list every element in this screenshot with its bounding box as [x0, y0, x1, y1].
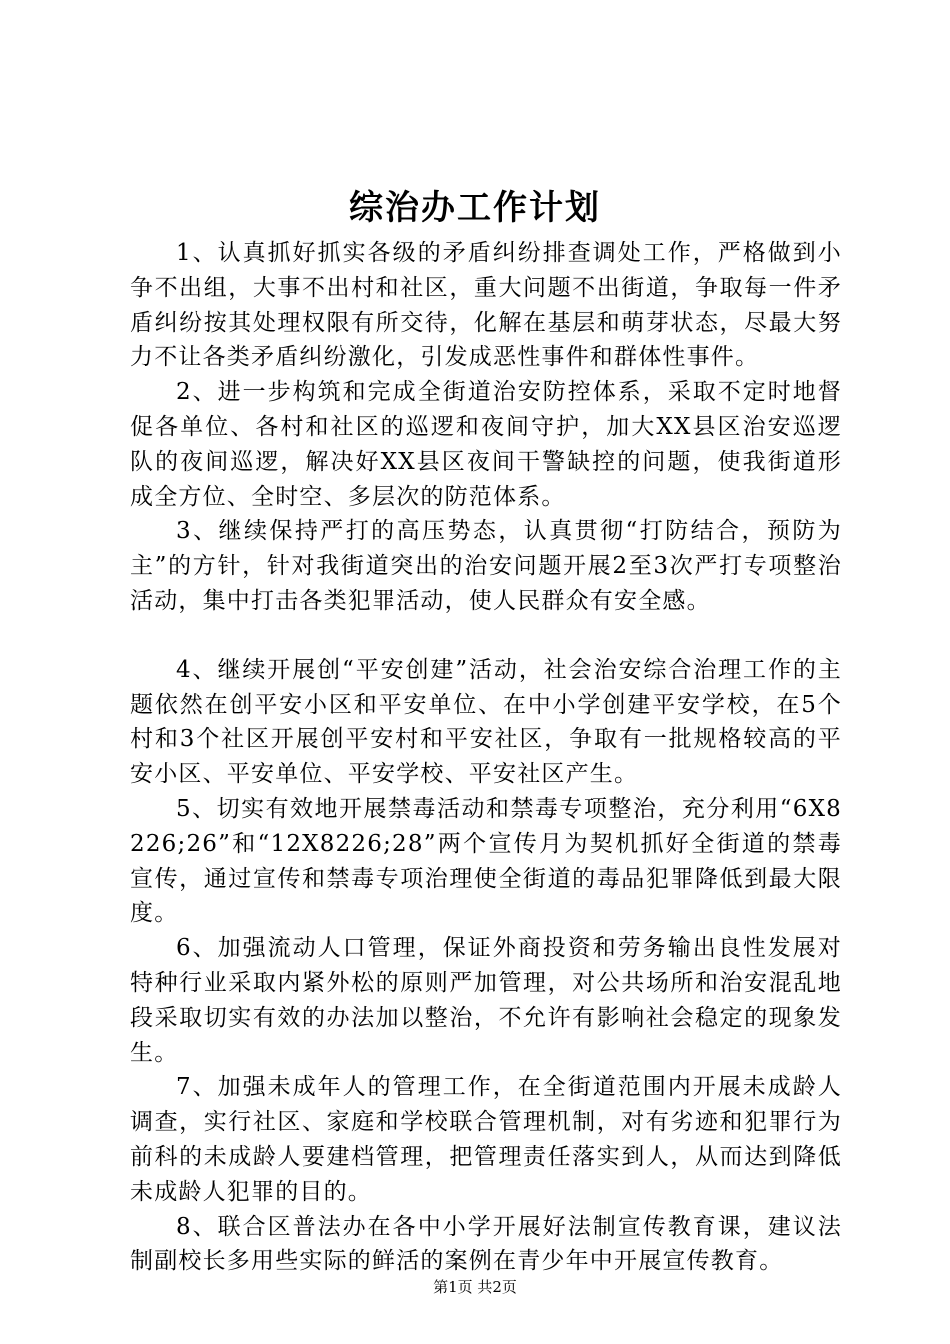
paragraph-3: 3、继续保持严打的高压势态，认真贯彻“打防结合，预防为主”的方针，针对我街道突出的治安问题开展2至3次严打专项整治活动，集中打击各类犯罪活动，使人民群众有安全感。 — [130, 518, 842, 614]
paragraph-7: 7、加强未成年人的管理工作，在全街道范围内开展未成龄人调查，实行社区、家庭和学校联合管理机制，对有劣迹和犯罪行为前科的未成龄人要建档管理，把管理责任落实到人，从而达到降低未成龄人犯罪的目的。 — [130, 1074, 842, 1205]
document-body — [130, 236, 842, 1279]
paragraph-5: 5、切实有效地开展禁毒活动和禁毒专项整治，充分利用“6X8226;26”和“12X8226;28”两个宣传月为契机抓好全街道的禁毒宣传，通过宣传和禁毒专项治理使全街道的毒品犯罪降低到最大限度。 — [130, 795, 842, 927]
paragraph-1: 1、认真抓好抓实各级的矛盾纠纷排查调处工作，严格做到小争不出组，大事不出村和社区，重大问题不出街道，争取每一件矛盾纠纷按其处理权限有所交待，化解在基层和萌芽状态，尽最大努力不让各类矛盾纠纷激化，引发成恶性事件和群体性事件。 — [130, 240, 842, 371]
paragraph-2: 2、进一步构筑和完成全街道治安防控体系，采取不定时地督促各单位、各村和社区的巡逻和夜间守护，加大XX县区治安巡逻队的夜间巡逻，解决好XX县区夜间干警缺控的问题，使我街道形成全方位、全时空、多层次的防范体系。 — [130, 379, 842, 510]
paragraph-spacer — [130, 619, 842, 653]
paragraph-8: 8、联合区普法办在各中小学开展好法制宣传教育课，建议法制副校长多用些实际的鲜活的案例在青少年中开展宣传教育。 — [130, 1213, 842, 1275]
page-footer: 第1页 共2页 — [433, 1278, 517, 1296]
paragraph-6: 6、加强流动人口管理，保证外商投资和劳务输出良性发展对特种行业采取内紧外松的原则严加管理，对公共场所和治安混乱地段采取切实有效的办法加以整治，不允许有影响社会稳定的现象发生。 — [130, 935, 842, 1066]
document-title: 综治办工作计划 — [349, 188, 601, 228]
paragraph-4: 4、继续开展创“平安创建”活动，社会治安综合治理工作的主题依然在创平安小区和平安单位、在中小学创建平安学校，在5个村和3个社区开展创平安村和平安社区，争取有一批规格较高的平安小区、平安单位、平安学校、平安社区产生。 — [130, 656, 842, 788]
